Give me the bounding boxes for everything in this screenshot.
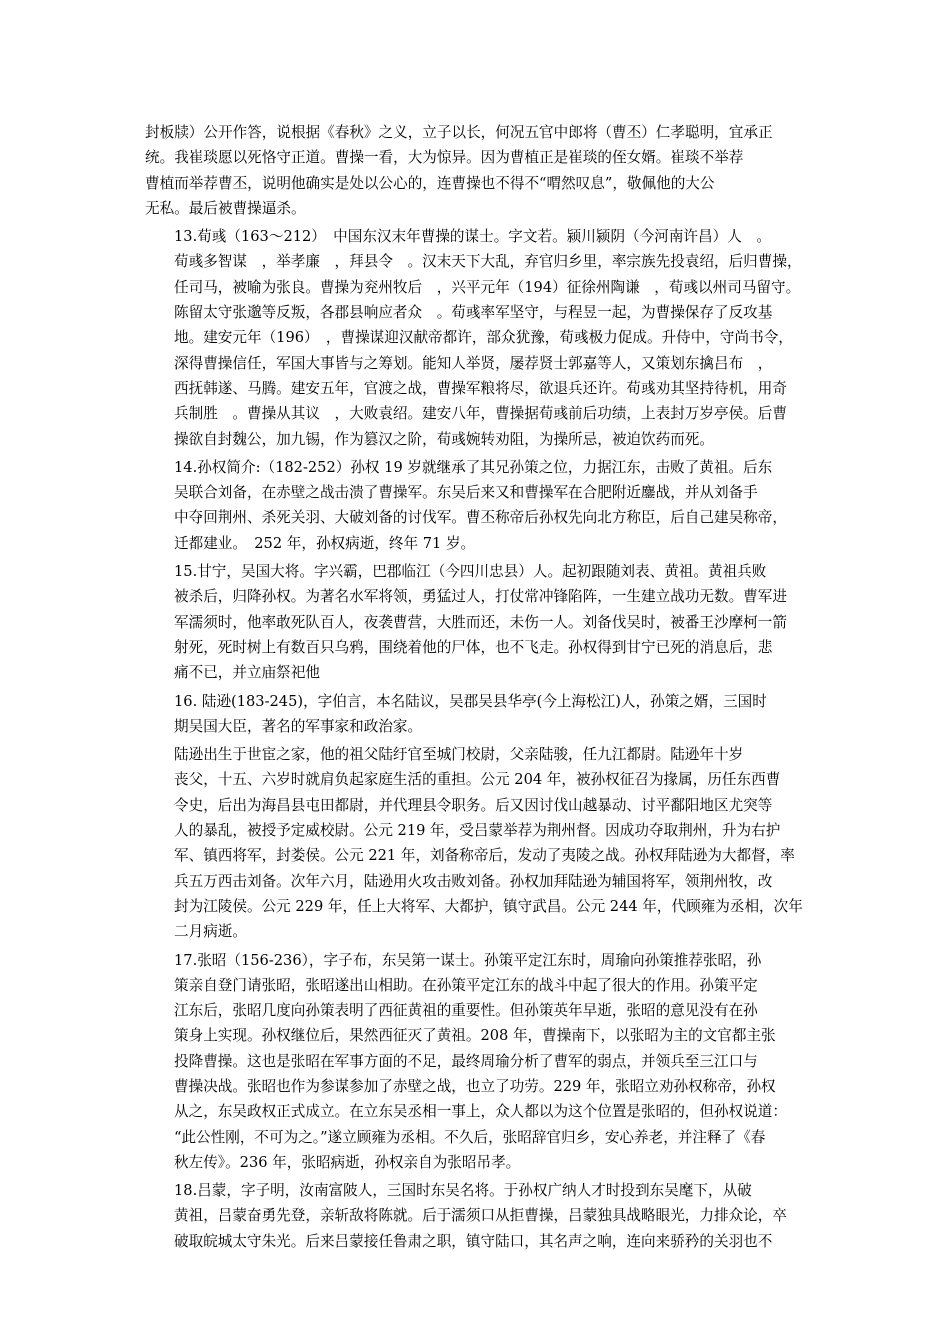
text-line: 荀彧多智谋 ，举孝廉 ，拜县令 。汉末天下大乱，弃官归乡里，率宗族先投袁绍，后归曹操，: [174, 253, 802, 271]
paragraph: [145, 948, 815, 1176]
text-line: 黄祖，吕蒙奋勇先登，亲斩敌将陈就。后于濡须口从拒曹操，吕蒙独具战略眼光，力排众论，卒: [174, 1207, 787, 1225]
text-line: 封为江陵侯。公元 229 年，任上大将军、大都护，镇守武昌。公元 244 年，代顾雍为丞相，次年: [174, 897, 803, 915]
text-line: 秋左传》。236 年，张昭病逝，孙权亲自为张昭吊孝。: [174, 1153, 521, 1171]
paragraph: [145, 224, 815, 452]
paragraph: [145, 120, 815, 221]
text-line: “此公性刚，不可为之。”遂立顾雍为丞相。不久后，张昭辞官归乡，安心养老，并注释了《春: [174, 1128, 766, 1146]
text-line: 14.孙权简介:（182-252）孙权 19 岁就继承了其兄孙策之位，力据江东，击败了黄祖。后东: [174, 458, 773, 476]
text-line: 痛不已，并立庙祭祀他: [174, 664, 320, 682]
text-line: 无私。最后被曹操逼杀。: [145, 199, 306, 217]
paragraph: [145, 689, 815, 740]
text-line: 陆逊出生于世宦之家，他的祖父陆纡官至城门校尉，父亲陆骏，任九江都尉。陆逊年十岁: [174, 746, 744, 764]
text-line: 江东后，张昭几度向孙策表明了西征黄祖的重要性。但孙策英年早逝，张昭的意见没有在孙: [174, 1002, 758, 1020]
text-line: 令史，后出为海昌县屯田都尉，并代理县令职务。后又因讨伐山越暴动、讨平鄱阳地区尤突等: [174, 796, 773, 814]
text-line: 统。我崔琰愿以死恪守正道。曹操一看，大为惊异。因为曹植正是崔琰的侄女婿。崔琰不举荐: [145, 149, 744, 167]
paragraph: [145, 455, 815, 556]
text-line: 投降曹操。这也是张昭在军事方面的不足，最终周瑜分析了曹军的弱点，并领兵至三江口与: [174, 1052, 758, 1070]
text-line: 丧父，十五、六岁时就肩负起家庭生活的重担。公元 204 年，被孙权征召为掾属，历任东西曹: [174, 771, 781, 789]
text-line: 曹植而举荐曹丕，说明他确实是处以公心的，连曹操也不得不“喟然叹息”，敬佩他的大公: [145, 174, 715, 192]
text-line: 兵制胜 。曹操从其议 ，大败袁绍。建安八年，曹操据荀彧前后功绩，上表封万岁亭侯。后曹: [174, 405, 787, 423]
text-line: 17.张昭（156-236），字子布，东吴第一谋士。孙策平定江东时，周瑜向孙策推荐张昭，孙: [174, 951, 762, 969]
text-line: 地。建安元年（196） ，曹操谋迎汉献帝都许，部众犹豫，荀彧极力促成。升侍中，守尚书令，: [174, 329, 793, 347]
text-line: 破取皖城太守朱光。后来吕蒙接任鲁肃之职，镇守陆口，其名声之响，连向来骄矜的关羽也不: [174, 1232, 773, 1250]
text-line: 策亲自登门请张昭，张昭遂出山相助。在孙策平定江东的战斗中起了很大的作用。孙策平定: [174, 976, 758, 994]
text-line: 人的暴乱，被授予定威校尉。公元 219 年，受吕蒙举荐为荆州督。因成功夺取荆州，升为右护: [174, 822, 781, 840]
text-line: 策身上实现。孙权继位后，果然西征灭了黄祖。208 年，曹操南下，以张昭为主的文官都主张: [174, 1027, 776, 1045]
document-page: [145, 120, 815, 1257]
text-line: 兵五万西击刘备。次年六月，陆逊用火攻击败刘备。孙权加拜陆逊为辅国将军，领荆州牧，改: [174, 872, 773, 890]
text-line: 射死，死时树上有数百只乌鸦，围绕着他的尸体，也不飞走。孙权得到甘宁已死的消息后，悲: [174, 638, 773, 656]
text-line: 迁都建业。 252 年，孙权病逝，终年 71 岁。: [174, 534, 476, 552]
text-line: 二月病逝。: [174, 923, 247, 941]
text-line: 曹操决战。张昭也作为参谋参加了赤壁之战，也立了功劳。229 年，张昭立劝孙权称帝，孙权: [174, 1077, 776, 1095]
text-line: 15.甘宁，吴国大将。字兴霸，巴郡临江（今四川忠县）人。起初跟随刘表、黄祖。黄祖兵败: [174, 563, 767, 581]
text-line: 操欲自封魏公，加九锡，作为篡汉之阶，荀彧婉转劝阻，为操所忌，被迫饮药而死。: [174, 430, 714, 448]
text-line: 深得曹操信任，军国大事皆与之筹划。能知人举贤，屡荐贤士郭嘉等人，又策划东擒吕布 ，: [174, 354, 773, 372]
text-line: 吴联合刘备，在赤壁之战击溃了曹操军。东吴后来又和曹操军在合肥附近鏖战，并从刘备手: [174, 484, 758, 502]
paragraph: [145, 742, 815, 944]
text-line: 13.荀彧（163～212） 中国东汉末年曹操的谋士。字文若。颍川颍阴（今河南许昌）人 。: [174, 228, 771, 246]
text-line: 军、镇西将军，封娄侯。公元 221 年，刘备称帝后，发动了夷陵之战。孙权拜陆逊为大都督，率: [174, 847, 795, 865]
paragraph: [145, 559, 815, 685]
text-line: 被杀后，归降孙权。为著名水军将领，勇猛过人，打仗常冲锋陷阵，一生建立战功无数。曹军进: [174, 588, 787, 606]
text-line: 从之，东吴政权正式成立。在立东吴丞相一事上，众人都以为这个位置是张昭的，但孙权说道：: [174, 1103, 787, 1121]
text-line: 军濡须时，他率敢死队百人，夜袭曹营，大胜而还，未伤一人。刘备伐吴时，被番王沙摩柯一箭: [174, 613, 787, 631]
paragraph: [145, 1178, 815, 1254]
text-line: 封板牍）公开作答，说根据《春秋》之义，立子以长，何况五官中郎将（曹丕）仁孝聪明，宜承正: [145, 124, 773, 141]
text-line: 18.吕蒙，字子明，汝南富陂人，三国时东吴名将。于孙权广纳人才时投到东吴麾下，从破: [174, 1182, 752, 1200]
text-line: 任司马，被喻为张良。曹操为兖州牧后 ，兴平元年（194）征徐州陶谦 ，荀彧以州司马留守。: [174, 278, 801, 296]
text-line: 16. 陆逊(183-245)，字伯言，本名陆议，吴郡吴县华亭(今上海松江)人，孙策之婿，三国时: [174, 692, 767, 710]
text-line: 期吴国大臣，著名的军事家和政治家。: [174, 717, 423, 735]
text-line: 陈留太守张邈等反叛，各郡县响应者众 。荀彧率军坚守，与程昱一起，为曹操保存了反攻基: [174, 304, 773, 322]
text-line: 中夺回荆州、杀死关羽、大破刘备的讨伐军。曹丕称帝后孙权先向北方称臣，后自己建吴称帝，: [174, 509, 787, 527]
text-line: 西抚韩遂、马腾。建安五年，官渡之战，曹操军粮将尽，欲退兵还许。荀彧劝其坚持待机，用奇: [174, 379, 787, 397]
